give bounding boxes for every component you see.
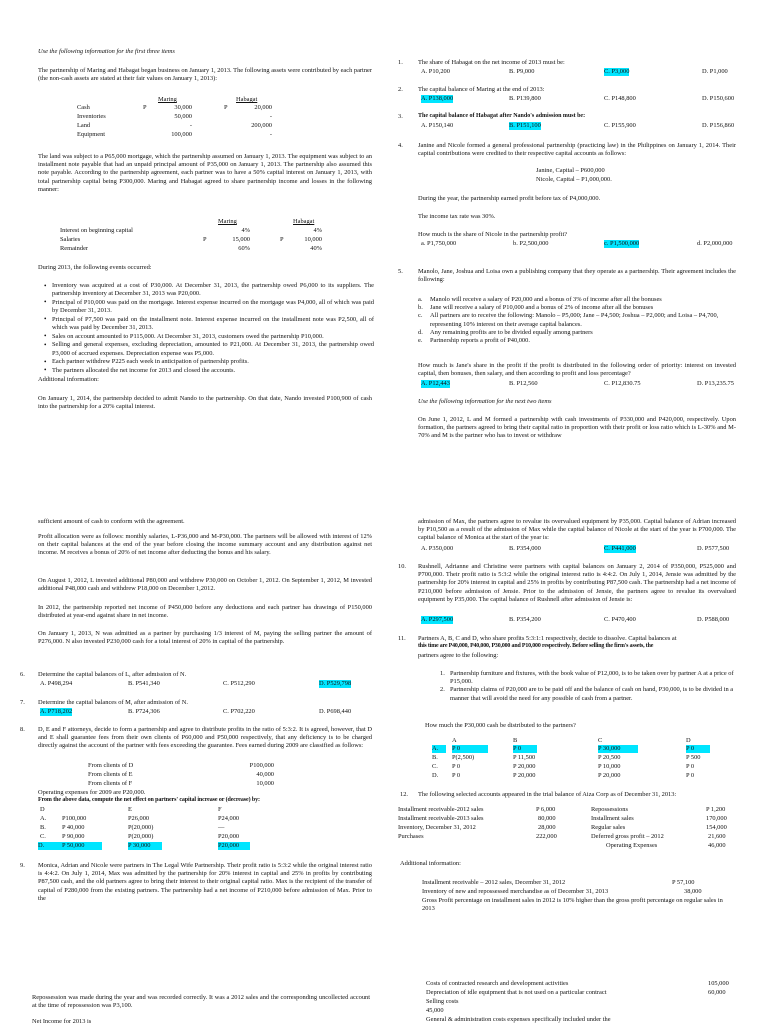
add-value: P 57,100: [672, 879, 695, 886]
para-lm: On June 1, 2012, L and M formed a partnership with cash investments of P330,000 and P420,000, respectively. Upon formation, the partners agreed to bring their capital ratio in proportion with their profit or loss ratio which is L-30% and M-70% and M is the partner who has to invest or withdraw: [418, 416, 736, 440]
option-c[interactable]: C. P12,830.75: [604, 380, 641, 387]
cur: P: [224, 104, 228, 111]
add-text: Gross Profit percentage on installment sales in 2012 is 10% higher than the gross profit percentage on regular sales in 2013: [422, 897, 723, 913]
cost-label: Costs of contracted research and development activities: [426, 980, 569, 987]
opt-key[interactable]: D.: [432, 772, 439, 779]
event-item: • Inventory was acquired at a cost of P30,000. At December 31, 2013, the partnership owed P6,000 to its suppliers. The partnership inventory at December 31, 2013 was P20,000.: [44, 282, 374, 298]
fee-label: From clients of E: [88, 771, 133, 778]
asset-habagat: 20,000: [254, 104, 272, 111]
opt-a: P 0: [452, 772, 461, 779]
event-item: • Principal of P7,500 was paid on the installment note. Interest expense incurred on the installment note was P2,500, all of which was paid by December 31, 2013.: [44, 316, 374, 332]
option-a[interactable]: A. P150,140: [421, 122, 454, 129]
option-d[interactable]: D. P156,860: [702, 122, 735, 129]
para-investments: On August 1, 2012, L invested additional P80,000 and withdrew P30,000 on October 1, 2012. On September 1, 2012, M invested additional P48,000 cash and withdrew P18,000 on December 1,2012.: [38, 577, 372, 593]
col-maring: Maring: [158, 96, 177, 103]
q-num: 11.: [398, 635, 406, 642]
option-a[interactable]: A. P350,000: [421, 545, 454, 552]
event-item: • Selling and general expenses, excluding depreciation, amounted to P21,000. At December 31, 2013, the partnership owed P3,000 of accrued expenses. Depreciation expense was P5,000.: [44, 341, 374, 357]
item-key: 2.: [440, 686, 445, 694]
tb-label: Inventory, December 31, 2012: [398, 824, 476, 831]
asset-maring: -: [189, 122, 192, 129]
item-text: Any remaining profits are to be divided equally among partners: [430, 328, 593, 336]
para-repossession: Repossession was made during the year and was recorded correctly. It was a 2012 sales and the corresponding uncollected account at the time of repossession was P3,100.: [32, 994, 370, 1010]
opt-d: P 500: [686, 754, 701, 761]
option-c-highlighted[interactable]: c. P1,500,000: [604, 240, 640, 247]
option-b[interactable]: B. P541,340: [128, 680, 160, 687]
share-maring: 4%: [241, 227, 250, 234]
para-land: The land was subject to a P65,000 mortgage, which the partnership assumed on January 1, 2013. The equipment was subject to an installment note payable that had an unpaid principal amount of P35,000 on January 1, 2013. The partnership also assumed this note payable. According to the partnership agreement, each partner was to have a 50% capital interest on January 1, 2013, with total partnership capital being P300,000. Maring and Habagat agreed to share partnership income and losses in the following manner:: [38, 153, 372, 193]
fee-value: 40,000: [256, 771, 274, 778]
opt-key-highlighted[interactable]: D.: [38, 842, 70, 850]
q-text: partners agree to the following:: [418, 652, 499, 659]
tb-value: 80,000: [538, 815, 556, 822]
para-profit-allocation: Profit allocation were as follows: monthly salaries, L-P36,000 and M-P30,000. The partners will be allowed with interest of 12% on their capital balances at the end of the year before closing the income summary account and any distribution against net income. M receives a bonus of 20% of net income after deducting the bonus and his salary.: [38, 533, 372, 557]
asset-habagat: -: [269, 131, 272, 138]
asset-habagat: -: [269, 113, 272, 120]
para-sufficient: sufficient amount of cash to conform with the agreement.: [38, 518, 185, 525]
item-text: Partnership furniture and fixtures, with the book value of P12,000, is to be taken over by partner A at a price of P15,000.: [450, 670, 734, 686]
opt-c-highlighted: P 30,000: [598, 745, 638, 753]
asset-label: Equipment: [77, 131, 106, 138]
tb-value: 170,000: [706, 815, 727, 822]
opt-a: P 0: [452, 763, 461, 770]
option-b[interactable]: B. P9,000: [509, 68, 535, 75]
opt-d: P100,000: [62, 815, 87, 822]
events-list: [44, 282, 374, 376]
tb-value: 46,000: [708, 842, 726, 849]
q-text: How much is the share of Nicole in the partnership profit?: [418, 231, 568, 238]
asset-habagat: 200,000: [251, 122, 272, 129]
option-a[interactable]: a. P1,750,000: [421, 240, 457, 247]
item-text: Jane will receive a salary of P10,000 and a bonus of 2% of income after all the bonuses: [430, 304, 654, 312]
q-bold-text: this time are P40,000, P40,000, P30,000 and P10,000 respectively. Before selling the firm's assets, the: [418, 643, 654, 649]
share-maring: 15,000: [232, 236, 250, 243]
q-text: D, E and F attorneys, decide to form a partnership and agree to distribute profits in the ratio of 5:3:2. It is agreed, however, that D and E shall guarantee fees from their own clients of P60,000 and P50,000 respectively, that any deficiency is to be charged directly against the account of the partner with fees exceeding the guarantee. Fees earned during 2009 are classified as follows:: [38, 726, 372, 750]
opt-b: P 20,000: [513, 772, 536, 779]
tb-label: Installment receivable-2012 sales: [398, 806, 484, 813]
opt-d-highlighted: P 0: [686, 745, 710, 753]
col-head: D: [686, 737, 691, 744]
option-d[interactable]: D. P150,600: [702, 95, 735, 102]
q-bold-text: From the above data, compute the net effect on partners' capital increase or (decrease) by:: [38, 797, 260, 803]
share-habagat: 4%: [313, 227, 322, 234]
cost-value: 105,000: [708, 980, 729, 987]
opt-key[interactable]: A.: [40, 815, 47, 822]
item-text: All partners are to receive the following: Manolo – P5,000; Jane – P4,500; Joshua – P2,000; and Loisa – P4,700, representing 10% interest on their average capital balances.: [430, 312, 719, 328]
q-text: Determine the capital balances of L, after admission of N.: [38, 671, 187, 678]
asset-maring: 30,000: [174, 104, 192, 111]
item-key: b.: [418, 304, 423, 312]
share-label: Remainder: [60, 245, 89, 252]
tb-label: Repossessions: [591, 806, 628, 813]
option-c[interactable]: C. P512,290: [223, 680, 255, 687]
q-num: 3.: [398, 113, 403, 120]
event-item: • Each partner withdrew P225 each week in anticipation of partnership profits.: [44, 358, 374, 366]
option-c-highlighted[interactable]: C. P3,000: [604, 68, 630, 75]
cost-label: Selling costs: [426, 998, 459, 1005]
opt-b-highlighted: P 0: [513, 745, 537, 753]
q-num: 9.: [20, 862, 25, 869]
option-c[interactable]: C. P702,220: [223, 708, 255, 715]
q-num: 8.: [20, 726, 25, 733]
item-text: Manolo will receive a salary of P20,000 and a bonus of 3% of income after all the bonuses: [430, 296, 662, 303]
fee-label: From clients of F: [88, 780, 133, 787]
opt-c: P 20,000: [598, 772, 621, 779]
q-text: The capital balance of Maring at the end of 2013:: [418, 86, 545, 93]
opt-c: P 10,000: [598, 763, 621, 770]
q-num: 5.: [398, 268, 403, 275]
additional-label: Additional information:: [400, 860, 461, 867]
option-b[interactable]: B. P354,000: [509, 545, 541, 552]
q-text: Manolo, Jane, Joshua and Loisa own a publishing company that they operate as a partnership. Their agreement includes the following:: [418, 268, 736, 284]
asset-label: Land: [77, 122, 91, 129]
q-num: 6.: [20, 671, 25, 678]
q-num: 1.: [398, 59, 403, 66]
asset-maring: 100,000: [171, 131, 192, 138]
option-d[interactable]: D. P1,000: [702, 68, 728, 75]
q-num: 10.: [398, 563, 406, 570]
share-maring: 60%: [238, 245, 250, 252]
tb-label: Purchases: [398, 833, 424, 840]
opt-key[interactable]: B.: [432, 754, 438, 761]
q-text: The following selected accounts appeared in the trial balance of Aiza Corp as of December 31, 2013:: [418, 791, 677, 798]
para-nando: On January 1, 2014, the partnership decided to admit Nando to the partnership. On that date, Nando invested P100,900 of cash into the partnership for a 20% capital interest.: [38, 395, 372, 411]
option-d[interactable]: D. P13,235.75: [697, 380, 734, 387]
dissolution-list: [440, 670, 736, 703]
q-num: 7.: [20, 699, 25, 706]
q-text: The share of Habagat on the net income of 2013 must be:: [418, 59, 565, 66]
col-head: D: [40, 806, 45, 813]
col-head: C: [598, 737, 603, 744]
option-a-highlighted[interactable]: A. P12,443: [421, 380, 450, 387]
event-item: • The partners allocated the net income for 2013 and closed the accounts.: [44, 367, 374, 375]
tb-label: Installment receivable-2013 sales: [398, 815, 484, 822]
col-head: A: [452, 737, 457, 744]
tb-label: Installment sales: [591, 815, 634, 822]
q-num: 4.: [398, 142, 403, 149]
cost-value: 60,000: [708, 989, 726, 996]
option-c[interactable]: C. P470,400: [604, 616, 636, 623]
option-d[interactable]: D. P588,000: [697, 616, 730, 623]
option-a-highlighted[interactable]: A. P718,202: [40, 708, 73, 715]
option-c-highlighted[interactable]: C. P441,000: [604, 545, 636, 552]
tb-value: 222,000: [536, 833, 557, 840]
option-d-highlighted[interactable]: D. P529,798: [319, 680, 352, 687]
opt-d: P 0: [686, 763, 695, 770]
item-key: d.: [418, 328, 423, 336]
tb-value: 28,000: [538, 824, 556, 831]
opt-c: P 20,500: [598, 754, 621, 761]
share-label: Salaries: [60, 236, 81, 243]
q-text: The income tax rate was 30%.: [418, 213, 496, 220]
event-item: • Principal of P10,000 was paid on the mortgage. Interest expense incurred on the mortgage was P4,000, all of which was paid by December 31, 2013.: [44, 299, 374, 315]
opt-e-highlighted: P 30,000: [128, 842, 162, 850]
para-admission-max: admission of Max, the partners agree to revalue its overvalued equipment by P35,000. Capital balance of Adrian increased by P10,500 as a result of the admission of Max while the capital balance of Nicole at the start of the year is P700,000. The capital balance of Monica at the start of the year is:: [418, 518, 736, 542]
opt-d: P 90,000: [62, 833, 85, 840]
item-key: a.: [418, 296, 423, 303]
cur: P: [280, 236, 284, 243]
tb-value: 154,000: [706, 824, 727, 831]
option-a-highlighted[interactable]: A. P297,500: [421, 616, 454, 623]
col-head: F: [218, 806, 222, 813]
item-key: c.: [418, 312, 423, 320]
item-key: e.: [418, 336, 423, 344]
add-value: 38,000: [684, 888, 702, 895]
opt-f: P24,000: [218, 815, 240, 822]
item-key: 1.: [440, 670, 445, 677]
col-head: E: [128, 806, 132, 813]
option-b[interactable]: B. P12,560: [509, 380, 538, 387]
option-b[interactable]: B. P354,200: [509, 616, 541, 623]
opt-f: —: [218, 824, 225, 831]
event-item: • Sales on account amounted to P115,000. At December 31, 2013, customers owed the partnership P10,000.: [44, 333, 374, 341]
share-label: Interest on beginning capital: [60, 227, 133, 234]
opt-key[interactable]: C.: [432, 763, 438, 770]
para-net-income: In 2012, the partnership reported net income of P450,000 before any deductions and each partner has drawings of P150,000 distributed at year-end against share in net income.: [38, 604, 372, 620]
col-habagat: Habagat: [236, 96, 258, 103]
add-label: Inventory of new and repossessed merchandise as of December 31, 2013: [422, 888, 609, 895]
opt-key[interactable]: B.: [40, 824, 46, 831]
q-text: During the year, the partnership earned profit before tax of P4,000,000.: [418, 195, 601, 202]
asset-label: Cash: [77, 104, 90, 111]
next-two-italic: Use the following information for the next two items: [418, 398, 552, 405]
opex-text: Operating expenses for 2009 are P20,000.: [38, 789, 146, 796]
opt-b: P 11,500: [513, 754, 536, 761]
add-label: Installment receivable – 2012 sales, December 31, 2012: [422, 879, 566, 886]
q-num: 12.: [400, 791, 408, 798]
tb-label: Regular sales: [591, 824, 626, 831]
tb-value: 21,600: [708, 833, 726, 840]
option-b[interactable]: B. P724,306: [128, 708, 160, 715]
opt-a-highlighted: P 0: [452, 745, 488, 753]
capital-janine: Janine, Capital – P600,000: [536, 167, 605, 174]
fee-value: 10,000: [256, 780, 274, 787]
opt-f-highlighted: P20,000: [218, 842, 250, 850]
q-text: How much the P30,000 cash be distributed to the partners?: [425, 722, 576, 729]
fee-value: P100,000: [249, 762, 274, 769]
opt-key[interactable]: C.: [40, 833, 46, 840]
opt-e: P(20,000): [128, 824, 154, 831]
option-c[interactable]: C. P148,800: [604, 95, 636, 102]
additional-label: Additional information:: [38, 376, 99, 383]
q-text: Janine and Nicole formed a general professional partnership (practicing law) in the Philippines on January 1, 2014. Their capital contributions were credited to their respective capital accounts as follows:: [418, 142, 736, 158]
cost-label: Depreciation of idle equipment that is not used on a particular contract: [426, 989, 607, 996]
opt-d: P 40,000: [62, 824, 85, 831]
col-head: B: [513, 737, 518, 744]
agreement-list: [418, 296, 736, 345]
net-income-label: Net Income for 2013 is: [32, 1018, 92, 1024]
col-habagat: Habagat: [293, 218, 315, 225]
q-text: Monica, Adrian and Nicole were partners in The Legal Wife Partnership. Their profit ratio is 5:3:2 while the original interest ratio is 4:4:2. On July 1, 2014, Max was admitted by the partnership for 20% interest in capital and 25% in profits by contributing P87,500 cash, and the old partners agree to bring their interest to their original capital ratio. Max is the recipient of the transfer of capital of P280,000 from the existing partners. The partnership had a net income of P210,000 before admission of Max. Prior to the: [38, 862, 372, 902]
option-b-highlighted[interactable]: B. P151,100: [509, 122, 541, 129]
opt-f: P20,000: [218, 833, 240, 840]
cost-label: 45,000: [426, 1007, 444, 1014]
option-c[interactable]: C. P155,900: [604, 122, 636, 129]
item-text: Partnership claims of P20,000 are to be paid off and the balance of cash on hand, P30,000, is to be divided in a manner that will avoid the need for any possible of cash from a partner.: [450, 686, 734, 702]
col-maring: Maring: [218, 218, 237, 225]
opt-d-highlighted: P 50,000: [62, 842, 102, 850]
q-text: How much is Jane's share in the profit if the profit is distributed in the following order of priority: interest on invested capital, then bonuses, then salary, and then according to profit and loss percentage?: [418, 362, 736, 378]
asset-label: Inventories: [77, 113, 106, 120]
q-text: Determine the capital balances of M, after admission of N.: [38, 699, 188, 706]
para-intro: The partnership of Maring and Habagat began business on January 1, 2013. The following assets were contributed by each partner (the non-cash assets are stated at their fair values on January 1, 2013):: [38, 67, 372, 83]
option-d[interactable]: d. P2,000,000: [697, 240, 733, 247]
option-a[interactable]: A. P10,200: [421, 68, 450, 75]
item-text: Partnership reports a profit of P40,000.: [430, 336, 530, 344]
opt-a: P(2,500): [452, 754, 475, 761]
opt-e: P26,000: [128, 815, 150, 822]
tb-label: Deferred gross profit – 2012: [591, 833, 664, 840]
option-a-highlighted[interactable]: A. P138,000: [421, 95, 454, 102]
opt-key-highlighted[interactable]: A.: [432, 745, 446, 753]
cur: P: [203, 236, 207, 243]
opt-b: P 20,000: [513, 763, 536, 770]
option-b[interactable]: b. P2,500,000: [513, 240, 549, 247]
share-habagat: 10,000: [304, 236, 322, 243]
intro-italic: Use the following information for the first three items: [38, 48, 175, 55]
q-text: Rushnell, Adrianne and Christine were partners with capital balances on January 2, 2014 of P350,000, P525,000 and P700,000. Their profit ratio is 5:3:2 while the original interest ratio is 4:4:2. On July 1, 2014, Jensie was admitted by the partnership for 20% interest in capital and 25% in profits by contributing P87,500 cash. The partnership had a net income of P210,000 before admission of Jensie. Prior to the admission of Jensie, the partners agree to revalue its overvalued equipment by P35,000. The capital balance of Rushnell after admission of Jensie is:: [418, 563, 736, 603]
tb-value: P 1,200: [706, 806, 726, 813]
events-intro: During 2013, the following events occurred:: [38, 264, 152, 271]
cur: P: [143, 104, 147, 111]
option-d[interactable]: D. P698,440: [319, 708, 352, 715]
tb-value: P 6,000: [536, 806, 556, 813]
option-b[interactable]: B. P139,800: [509, 95, 541, 102]
opt-e: P(20,000): [128, 833, 154, 840]
para-admission-n: On January 1, 2013, N was admitted as a partner by purchasing 1/3 interest of M, paying the selling partner the amount of P276,000. N also invested P230,000 cash for a total interest of 20% in capital of the partnership.: [38, 630, 372, 646]
tb-label: Operating Expenses: [606, 842, 658, 849]
q-text: Partners A, B, C and D, who share profits 5:3:1:1 respectively, decide to dissolve. Capital balances at: [418, 635, 677, 642]
share-habagat: 40%: [310, 245, 322, 252]
fee-label: From clients of D: [88, 762, 134, 769]
option-d[interactable]: D. P577,500: [697, 545, 730, 552]
cost-label: General & administration costs expenses specifically included under the: [426, 1016, 611, 1023]
asset-maring: 50,000: [174, 113, 192, 120]
capital-nicole: Nicole, Capital – P1,000,000.: [536, 176, 612, 183]
q-num: 2.: [398, 86, 403, 93]
opt-d: P 0: [686, 772, 695, 779]
option-a[interactable]: A. P498,294: [40, 680, 73, 687]
q-text: The capital balance of Habagat after Nando's admission must be:: [418, 113, 586, 119]
